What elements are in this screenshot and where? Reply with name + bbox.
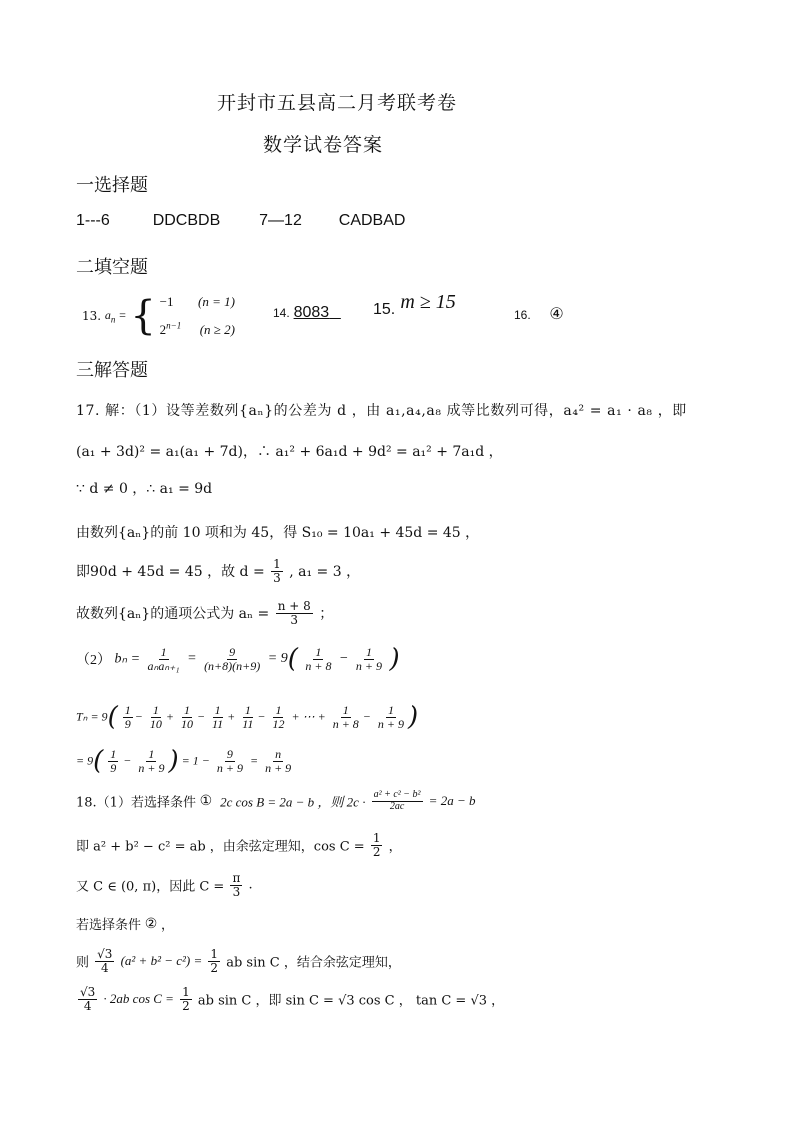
q18-line5-frac2 — [208, 948, 220, 974]
q17-bn-frac4 — [354, 646, 384, 672]
q18-cos-num: 1 — [372, 831, 381, 845]
q18-line5-frac1 — [95, 948, 114, 974]
q17-result-frac3 — [215, 748, 245, 774]
tn-term-num: 1 — [124, 703, 131, 717]
q13-case-2 — [160, 322, 235, 337]
q17-tn-label: Tₙ = 9 — [76, 709, 108, 724]
tn-term-num: 1 — [244, 703, 251, 717]
q17-bn-frac3-num: 1 — [315, 645, 322, 659]
q18-line6-frac1-num: √3 — [80, 985, 96, 999]
q17-bn-frac1-num: 1 — [160, 645, 167, 659]
q17-d-fraction — [271, 558, 283, 584]
q18-line6-frac1 — [78, 986, 97, 1012]
tn-term-den: 11 — [212, 716, 224, 731]
q17-an-fraction — [276, 600, 313, 626]
q17-result-frac2-num: 1 — [148, 747, 155, 761]
q17-result-frac4-num: n — [275, 747, 282, 761]
q18-line5-tail: ab sin C ，结合余弦定理知， — [226, 955, 401, 971]
q18-line1-text: 18.（1）若选择条件 — [76, 795, 196, 811]
tn-term-den: n + 9 — [377, 716, 405, 731]
q17-result-mid: = 1 − — [181, 753, 210, 768]
q17-result-frac1 — [108, 748, 118, 774]
tn-term — [179, 704, 195, 730]
q17-result-frac2-den: n + 9 — [138, 760, 165, 775]
q17-line-1: 17. 解：（1）设等差数列{aₙ}的公差为 d ，由 a₁,a₄,a₈ 成等比数列可得，a₄² = a₁ · a₈ ，即 — [76, 403, 687, 419]
q18-line6-frac1-den: 4 — [83, 998, 92, 1013]
q18-line-5 — [76, 948, 401, 974]
q18-c-frac — [230, 872, 242, 898]
q18-line4-tail: ， — [161, 918, 175, 933]
q17-result-frac3-den: n + 9 — [216, 760, 243, 775]
q17-result-frac1-num: 1 — [110, 747, 117, 761]
q18-line5-frac1-den: 4 — [100, 960, 109, 975]
q17-bn-frac2-num: 9 — [229, 645, 236, 659]
q18-line3-text: 又 C ∈ (0, π)，因此 C = — [76, 879, 225, 895]
q18-condition-1-marker: ① — [199, 793, 213, 809]
tn-term — [210, 704, 225, 730]
q17-bn-frac2-den: (n+8)(n+9) — [204, 658, 261, 673]
choice-range-2: 7—12 — [259, 212, 302, 229]
tn-term-den: n + 8 — [332, 716, 359, 731]
section-heading-choice: 一选择题 — [76, 175, 148, 196]
q17-line-2: (a₁ + 3d)² = a₁(a₁ + 7d)，∴ a₁² + 6a₁d + 9d² = a₁² + 7a₁d ， — [76, 444, 503, 460]
q18-line1-eq: 2c cos B = 2a − b ，则 2c · — [220, 794, 366, 810]
q18-line4-text: 若选择条件 — [76, 918, 142, 933]
q16-label: 16. — [514, 308, 531, 322]
q18-line1-num: a² + c² − b² — [373, 789, 421, 800]
q15-answer — [373, 291, 456, 320]
q17-d-den: 3 — [273, 570, 281, 585]
tn-term-num: 1 — [275, 703, 282, 717]
q17-bn-frac3 — [303, 646, 333, 672]
q18-line1-frac — [372, 790, 423, 812]
q17-line-6 — [76, 600, 333, 626]
q18-line6-frac2-num: 1 — [182, 985, 190, 999]
q13-answer — [82, 290, 235, 342]
tn-term — [240, 704, 255, 730]
tn-term — [331, 704, 361, 730]
tn-term-den: 9 — [124, 716, 131, 731]
tn-term — [270, 704, 286, 730]
q18-c-den: 3 — [232, 884, 241, 899]
q18-line1-tail: = 2a − b — [428, 793, 476, 808]
q17-bn-frac1 — [146, 646, 182, 672]
choice-range-1: 1---6 — [76, 212, 110, 229]
q18-condition-2-marker: ② — [144, 915, 158, 932]
q18-line1-den: 2ac — [389, 800, 405, 812]
q17-result-frac2 — [136, 748, 166, 774]
tn-term-num: 1 — [183, 703, 190, 717]
tn-term-den: 11 — [242, 716, 254, 731]
q18-line5-frac2-num: 1 — [210, 947, 219, 961]
q17-result-frac4 — [263, 748, 293, 774]
q13-label: 13. — [82, 309, 102, 324]
q13-brace: { — [130, 293, 156, 340]
q17-bn-frac4-num: 1 — [365, 645, 372, 659]
q14-value: 8083 — [293, 304, 330, 321]
page-title: 开封市五县高二月考联考卷 — [217, 92, 458, 114]
q18-line6-mid: · 2ab cos C = — [103, 991, 174, 1007]
q18-line6-tail: ab sin C ，即 sin C = √3 cos C ， tan C = √3 ， — [197, 993, 505, 1009]
q18-c-num: π — [232, 871, 241, 885]
tn-term — [148, 704, 164, 730]
q17-line5-text: 即90d + 45d = 45 ，故 d = — [76, 564, 265, 581]
q13-case2-exponent: n−1 — [166, 321, 182, 331]
q18-line-3 — [76, 872, 253, 898]
q17-an-den: 3 — [290, 612, 299, 627]
q17-bn: bₙ = — [114, 651, 141, 667]
q18-line5-frac1-num: √3 — [97, 947, 113, 961]
tn-term-num: 1 — [387, 703, 394, 717]
q18-line-2 — [76, 832, 402, 858]
q18-cos-frac — [371, 832, 383, 858]
q17-result-frac1-den: 9 — [110, 760, 117, 775]
q17-part2-label: （2） — [76, 653, 111, 669]
q18-line3-tail: . — [248, 877, 253, 893]
choice-answers-1: DDCBDB — [152, 212, 221, 229]
tn-term-den: 10 — [149, 716, 162, 731]
tn-term-num: 1 — [152, 703, 159, 717]
q13-case2-value: 2 — [159, 322, 167, 338]
q18-line5-frac2-den: 2 — [210, 960, 219, 975]
q18-line-6 — [76, 986, 504, 1012]
q13-case1-condition: (n = 1) — [197, 294, 235, 309]
section-heading-solution: 三解答题 — [76, 360, 148, 381]
q17-an-num: n + 8 — [277, 599, 311, 613]
q13-case-1 — [160, 294, 235, 309]
q17-result-pre: = 9 — [76, 753, 94, 768]
q17-bn-frac3-den: n + 8 — [305, 658, 332, 673]
section-heading-fill: 二填空题 — [76, 257, 148, 278]
q17-bn-frac1-den: aₙaₙ₊₁ — [147, 658, 180, 673]
q13-case2-condition: (n ≥ 2) — [199, 322, 236, 338]
q18-line5-text: 则 — [76, 955, 90, 971]
q17-result-frac3-num: 9 — [226, 747, 233, 761]
q18-line-1 — [76, 790, 475, 812]
q18-cos-den: 2 — [372, 844, 381, 859]
choice-answers-row — [76, 212, 405, 230]
tn-term-den: 12 — [272, 716, 285, 731]
q17-line-4: 由数列{aₙ}的前 10 项和为 45，得 S₁₀ = 10a₁ + 45d = 45 ， — [76, 525, 480, 541]
q18-line5-mid: (a² + b² − c²) = — [120, 953, 203, 969]
q18-line-4 — [76, 914, 174, 933]
q17-d-num: 1 — [273, 557, 281, 571]
q17-bn-frac2 — [202, 646, 262, 672]
q14-answer — [273, 304, 341, 322]
q15-label: 15. — [373, 301, 396, 318]
q17-line-3: ∵ d ≠ 0 ，∴ a₁ = 9d — [76, 481, 213, 497]
q18-line6-frac2-den: 2 — [182, 998, 190, 1013]
q17-tn-line: Tₙ = 9( $\frac{1}{9}$ − $\frac{1}{10}$ + $\frac{1}{10}$ − $\frac{1}{11}$ + $\frac{1}{11}$ − $\frac{1}{12}$ + ⋯ + $\frac{1}{n + 8}$ − $\frac{1}{n + 9}$ ) — [76, 702, 419, 733]
tn-term-num: 1 — [214, 703, 221, 717]
q17-line6-tail: ； — [319, 606, 334, 623]
tn-term — [123, 704, 133, 730]
q18-line2-text: 即 a² + b² − c² = ab ，由余弦定理知，cos C = — [76, 839, 365, 855]
q13-case1-value: −1 — [159, 294, 174, 309]
q17-line-5 — [76, 558, 360, 584]
q16-answer — [514, 304, 564, 324]
q17-line5-tail: , a₁ = 3 ， — [289, 564, 361, 581]
q16-value: ④ — [549, 306, 564, 323]
q17-bn-line: （2） bₙ = $\frac{1}{\text{aₙaₙ₊₁}}$ = $\frac{9}{(n+8)(n+9)}$ = 9( $\frac{1}{n + 8}$ − $\frac{1}{n + 9}$ ) — [76, 644, 400, 675]
q18-line2-tail: ， — [388, 839, 402, 855]
q15-value: m ≥ 15 — [400, 291, 456, 313]
q17-result-line: = 9( $\frac{1}{9}$ − $\frac{1}{n + 9}$ ) = 1 − $\frac{9}{n + 9}$ = $\frac{n}{n + 9}$ — [76, 746, 292, 777]
q13-cases — [160, 290, 235, 342]
tn-term — [376, 704, 406, 730]
q18-line6-frac2 — [180, 986, 192, 1012]
q14-label: 14. — [273, 306, 290, 320]
q13-an: $a_n$ = — [104, 307, 127, 325]
q17-bn-frac4-den: n + 9 — [355, 658, 383, 673]
q17-result-frac4-den: n + 9 — [265, 760, 292, 775]
tn-term-num: 1 — [342, 703, 349, 717]
tn-ellipsis: + ⋯ + — [291, 709, 326, 724]
tn-term-den: 10 — [180, 716, 193, 731]
q17-line6-text: 故数列{aₙ}的通项公式为 aₙ = — [76, 606, 270, 623]
choice-answers-2: CADBAD — [338, 212, 406, 229]
page-subtitle: 数学试卷答案 — [263, 134, 384, 156]
